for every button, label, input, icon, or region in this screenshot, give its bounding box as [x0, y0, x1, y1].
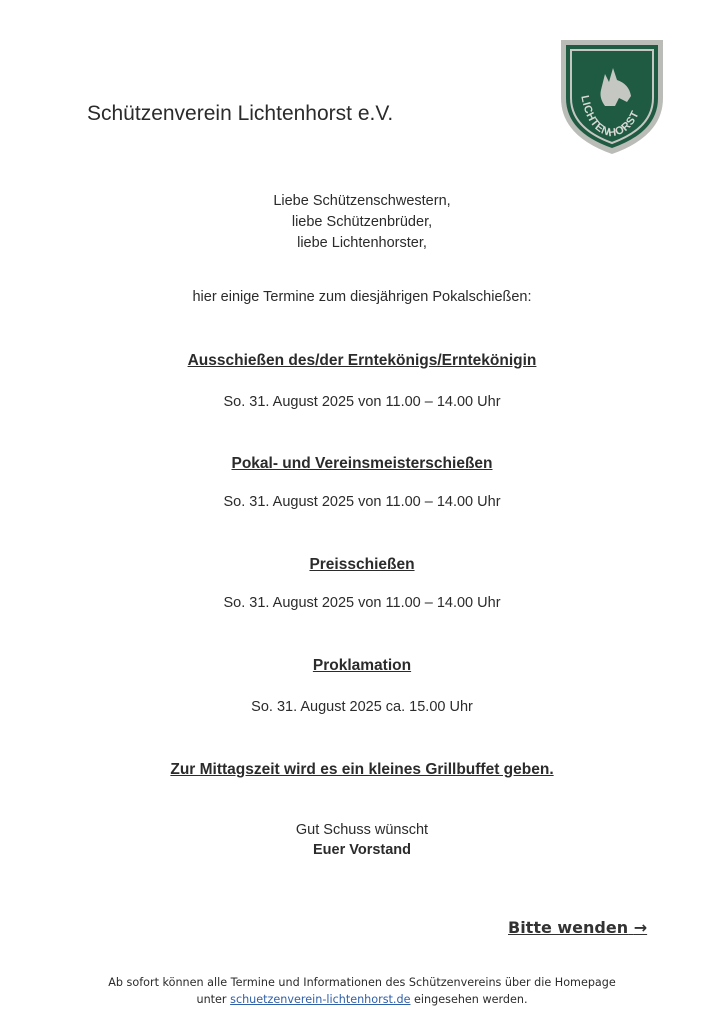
event-title: Pokal- und Vereinsmeisterschießen — [231, 455, 493, 472]
club-badge — [557, 36, 667, 158]
event-date: So. 31. August 2025 ca. 15.00 Uhr — [251, 699, 473, 715]
badge-text: LICHTENHORST — [578, 94, 642, 140]
intro-text: hier einige Termine zum diesjährigen Pokalschießen: — [192, 289, 532, 305]
closing-wish: Gut Schuss wünscht — [295, 822, 429, 838]
homepage-link[interactable]: schuetzenverein-lichtenhorst.de — [230, 993, 411, 1006]
greeting-line: Liebe Schützenschwestern, — [273, 193, 451, 209]
footer-prefix: unter — [196, 993, 227, 1006]
footer-suffix: eingesehen werden. — [414, 993, 528, 1006]
event-date: So. 31. August 2025 von 11.00 – 14.00 Uhr — [223, 595, 501, 611]
event-title: Preisschießen — [309, 556, 415, 573]
footer-note — [0, 974, 724, 1008]
event-title: Ausschießen des/der Erntekönigs/Erntekönigin — [187, 352, 537, 369]
closing — [0, 820, 724, 860]
turn-page-label: Bitte wenden — [508, 918, 629, 937]
club-name: Schützenverein Lichtenhorst e.V. — [87, 102, 394, 125]
club-crest-icon — [557, 36, 667, 158]
event-date: So. 31. August 2025 von 11.00 – 14.00 Uhr — [223, 494, 501, 510]
arrow-right-icon: → — [633, 918, 648, 937]
closing-signature: Euer Vorstand — [312, 842, 412, 858]
footer-line-2 — [0, 991, 724, 1008]
greeting-line: liebe Schützenbrüder, — [291, 214, 433, 230]
footer-line-1: Ab sofort können alle Termine und Informationen des Schützenvereins über die Homepage — [108, 976, 616, 989]
greeting-line: liebe Lichtenhorster, — [297, 235, 427, 251]
greeting — [0, 191, 724, 254]
turn-page-note — [508, 918, 647, 937]
event-date: So. 31. August 2025 von 11.00 – 14.00 Uhr — [223, 394, 501, 410]
grill-note: Zur Mittagszeit wird es ein kleines Grillbuffet geben. — [170, 761, 554, 778]
event-title: Proklamation — [312, 657, 412, 674]
